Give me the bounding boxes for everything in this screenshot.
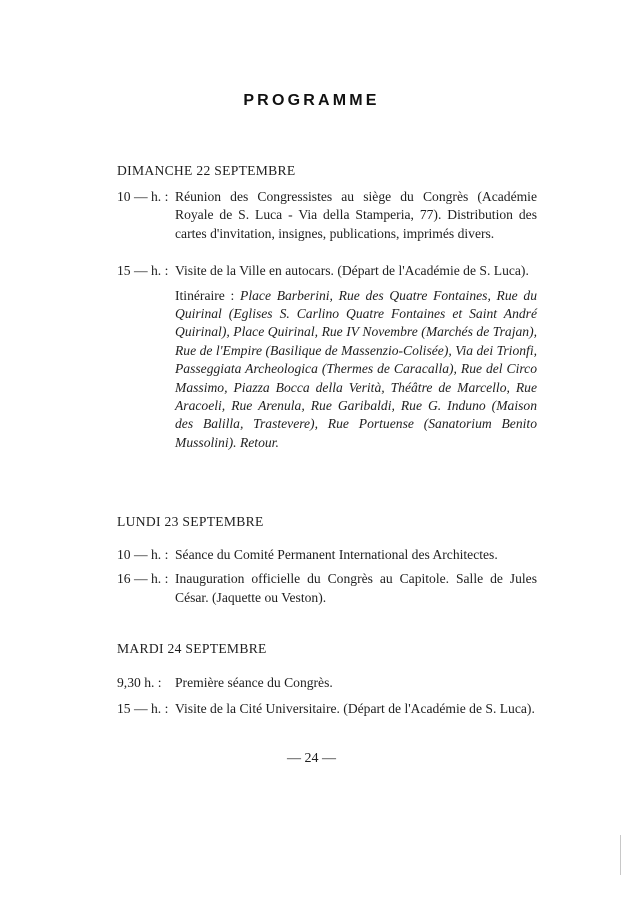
entry-time: 15 — h. : bbox=[117, 701, 169, 717]
schedule-entry bbox=[117, 262, 537, 452]
schedule-entry bbox=[117, 546, 537, 564]
itinerary-text: Place Barberini, Rue des Quatre Fontaines, Rue du Quirinal (Eglises S. Carlino Quatre Fontaines et Saint André Quirinal), Place Quirinal, Rue IV Novembre (Marchés de Trajan), Rue de l'Empire (Basilique de Massenzio-Colisée), Via dei Trionfi, Passeggiata Archeologica (Thermes de Caracalla), Rue del Circo Massimo, Piazza Bocca della Verità, Théâtre de Marcello, Rue Aracoeli, Rue Arenula, Rue Garibaldi, Rue G. Induno (Maison des Balilla, Trastevere), Rue Portuense (Sanatorium Benito Mussolini). Retour. bbox=[175, 287, 538, 450]
schedule-entry bbox=[117, 700, 537, 718]
schedule-entry bbox=[117, 188, 537, 243]
scan-edge-mark bbox=[620, 835, 621, 875]
itinerary bbox=[175, 287, 537, 453]
schedule-entry bbox=[117, 570, 537, 607]
entry-time: 10 — h. : bbox=[117, 189, 169, 204]
entry-text: Séance du Comité Permanent International des Architectes. bbox=[175, 547, 498, 562]
entry-time: 10 — h. : bbox=[117, 547, 169, 562]
page-number: — 24 — bbox=[287, 751, 336, 766]
day-heading-tuesday: MARDI 24 SEPTEMBRE bbox=[117, 641, 267, 656]
entry-text: Réunion des Congressistes au siège du Congrès (Académie Royale de S. Luca - Via della Stamperia, 77). Distribution des cartes d'invitation, insignes, publications, imprimés divers. bbox=[175, 189, 537, 241]
schedule-entry bbox=[117, 674, 537, 692]
day-heading-sunday: DIMANCHE 22 SEPTEMBRE bbox=[117, 163, 296, 178]
entry-text: Visite de la Ville en autocars. (Départ de l'Académie de S. Luca). bbox=[175, 263, 529, 279]
entry-text: Première séance du Congrès. bbox=[175, 675, 333, 690]
entry-text: Inauguration officielle du Congrès au Capitole. Salle de Jules César. (Jaquette ou Veston). bbox=[175, 571, 537, 605]
day-section-tuesday bbox=[117, 674, 537, 719]
day-section-sunday bbox=[117, 188, 537, 452]
page-title: PROGRAMME bbox=[243, 92, 380, 109]
entry-time: 15 — h. : bbox=[117, 263, 169, 279]
entry-time: 16 — h. : bbox=[117, 571, 169, 587]
entry-time: 9,30 h. : bbox=[117, 675, 162, 690]
day-heading-monday: LUNDI 23 SEPTEMBRE bbox=[117, 514, 264, 529]
entry-text: Visite de la Cité Universitaire. (Départ de l'Académie de S. Luca). bbox=[175, 701, 535, 717]
itinerary-label: Itinéraire : bbox=[175, 287, 235, 303]
day-section-monday bbox=[117, 546, 537, 607]
